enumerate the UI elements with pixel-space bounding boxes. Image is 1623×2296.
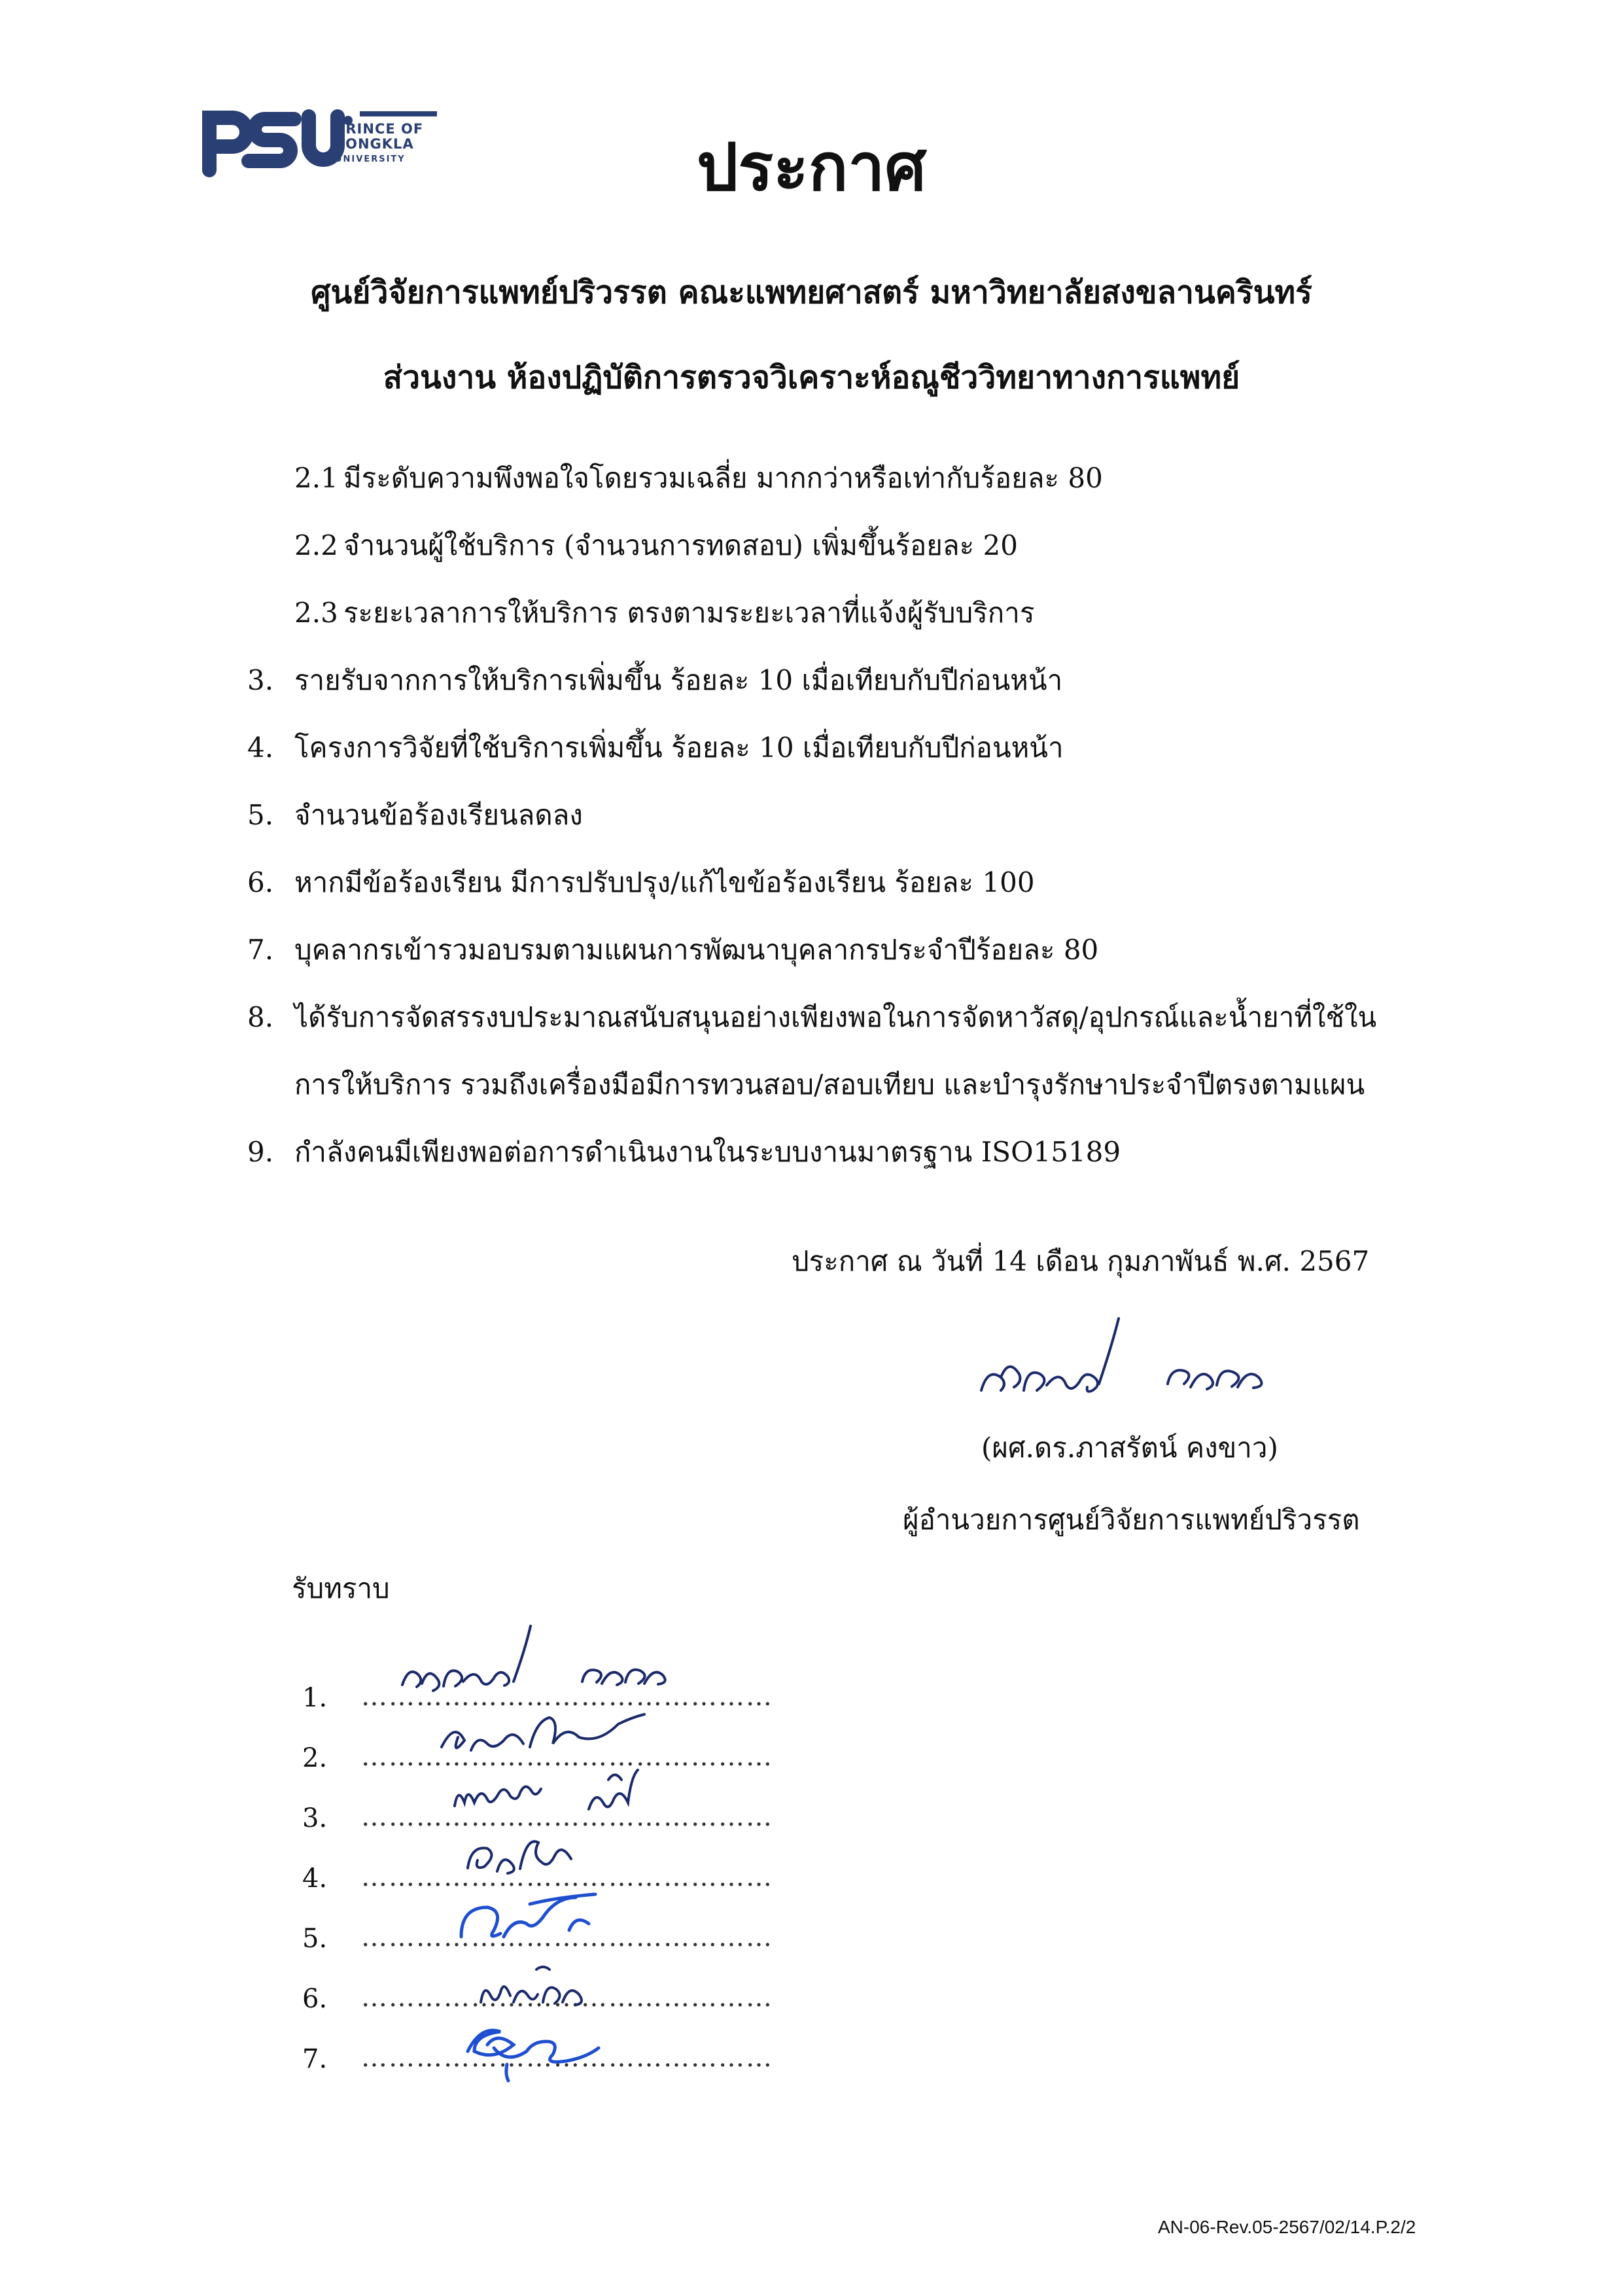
signer-name: (ผศ.ดร.ภาสรัตน์ คงขาว)	[981, 1432, 1278, 1464]
director-signature	[968, 1312, 1308, 1417]
signature-line: ………………………………………	[361, 1742, 773, 1772]
item-number: 2.1	[294, 462, 338, 494]
item-text: ระยะเวลาการให้บริการ ตรงตามระยะเวลาที่แจ้งผู้รับบริการ	[343, 597, 1035, 629]
ack-number: 6.	[302, 1984, 328, 2014]
signature-line: ………………………………………	[361, 1983, 773, 2013]
ack-number: 5.	[302, 1924, 328, 1954]
signature-7	[455, 2012, 612, 2084]
signature-line: ………………………………………	[361, 1862, 773, 1892]
signature-3	[445, 1760, 680, 1832]
signature-line: ………………………………………	[361, 2043, 773, 2073]
heading-organization: ศูนย์วิจัยการแพทย์ปริวรรต คณะแพทยศาสตร์ มหาวิทยาลัยสงขลานครินทร์	[311, 274, 1312, 311]
item-text: กำลังคนมีเพียงพอต่อการดำเนินงานในระบบงานมาตรฐาน ISO15189	[294, 1136, 1121, 1168]
item-number: 2.3	[294, 597, 338, 629]
item-number: 9.	[247, 1136, 274, 1168]
acknowledgement-title: รับทราบ	[292, 1572, 390, 1604]
item-text: โครงการวิจัยที่ใช้บริการเพิ่มขึ้น ร้อยละ 10 เมื่อเทียบกับปีก่อนหน้า	[294, 732, 1064, 764]
heading-unit: ส่วนงาน ห้องปฏิบัติการตรวจวิเคราะห์อณูชีววิทยาทางการแพทย์	[383, 359, 1240, 396]
signature-5	[451, 1884, 621, 1963]
item-text: จำนวนข้อร้องเรียนลดลง	[294, 799, 583, 831]
signer-title: ผู้อำนวยการศูนย์วิจัยการแพทย์ปริวรรต	[903, 1504, 1360, 1536]
item-number: 2.2	[294, 529, 338, 561]
logo-line-1: PRINCE OF	[335, 121, 424, 137]
item-text: หากมีข้อร้องเรียน มีการปรับปรุง/แก้ไขข้อร้องเรียน ร้อยละ 100	[294, 866, 1035, 898]
item-text: จำนวนผู้ใช้บริการ (จำนวนการทดสอบ) เพิ่มขึ้นร้อยละ 20	[343, 529, 1018, 561]
signature-line: ………………………………………	[361, 1802, 773, 1832]
item-text: บุคลากรเข้ารวมอบรมตามแผนการพัฒนาบุคลากรประจำปีร้อยละ 80	[294, 934, 1099, 966]
signature-2	[432, 1701, 680, 1767]
item-number: 4.	[247, 732, 274, 764]
item-text-continuation: การให้บริการ รวมถึงเครื่องมือมีการทวนสอบ/สอบเทียบ และบำรุงรักษาประจำปีตรงตามแผน	[294, 1069, 1365, 1101]
item-text: รายรับจากการให้บริการเพิ่มขึ้น ร้อยละ 10 เมื่อเทียบกับปีก่อนหน้า	[294, 664, 1063, 696]
item-text: ได้รับการจัดสรรงบประมาณสนับสนุนอย่างเพียงพอในการจัดหาวัสดุ/อุปกรณ์และน้ำยาที่ใช้ใน	[294, 1001, 1377, 1033]
ack-number: 4.	[302, 1863, 328, 1894]
item-number: 8.	[247, 1001, 274, 1033]
logo-line-3: UNIVERSITY	[335, 154, 406, 164]
announcement-date: ประกาศ ณ วันที่ 14 เดือน กุมภาพันธ์ พ.ศ. 2567	[792, 1245, 1370, 1277]
signature-line: ………………………………………	[361, 1682, 773, 1712]
document-code: AN-06-Rev.05-2567/02/14.P.2/2	[1158, 2217, 1416, 2237]
ack-number: 1.	[302, 1683, 328, 1713]
signature-line: ………………………………………	[361, 1922, 773, 1952]
ack-number: 3.	[302, 1803, 328, 1833]
item-number: 7.	[247, 934, 274, 966]
ack-number: 2.	[302, 1743, 328, 1773]
item-number: 6.	[247, 866, 274, 898]
item-number: 5.	[247, 799, 274, 831]
page-title: ประกาศ	[696, 128, 927, 205]
signature-4	[458, 1826, 615, 1891]
item-number: 3.	[247, 664, 274, 696]
item-text: มีระดับความพึงพอใจโดยรวมเฉลี่ย มากกว่าหรือเท่ากับร้อยละ 80	[343, 462, 1103, 494]
ack-number: 7.	[302, 2044, 328, 2074]
logo-line-2: SONGKLA	[335, 136, 414, 152]
signature-1	[393, 1619, 707, 1704]
